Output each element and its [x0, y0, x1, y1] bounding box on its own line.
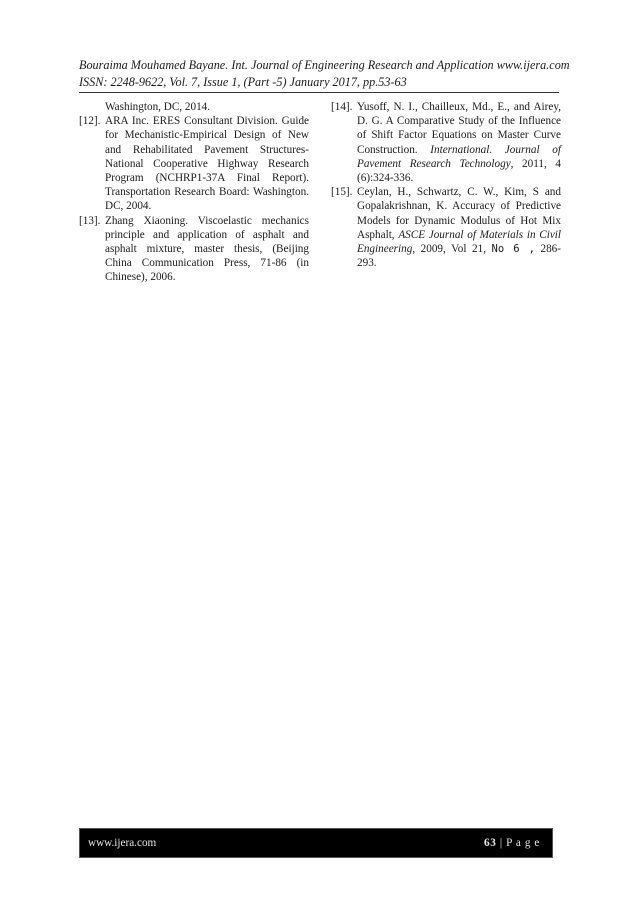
reference-text: ARA Inc. ERES Consultant Division. Guide for Mechanistic-Empirical Design of New and Rehabilitated Pavement Structures-National Cooperative Highway Research Program (NCHRP1-37A Final Report). Transportation Research Board: Washington. DC, 2004. [105, 115, 309, 213]
page-number: 63 [484, 837, 497, 849]
reference-13 [79, 214, 309, 285]
reference-15 [331, 185, 561, 270]
running-header [79, 57, 570, 90]
reference-number: [14]. [331, 101, 353, 113]
reference-continuation [79, 100, 309, 114]
reference-number: [15]. [331, 186, 353, 199]
footer-site: www.ijera.com [88, 837, 157, 849]
reference-number: [12]. [79, 115, 101, 128]
page-label: | P a g e [496, 837, 540, 849]
reference-pages: 286-293. [357, 243, 561, 270]
reference-text [357, 100, 561, 185]
page-footer [79, 828, 553, 858]
reference-issue: No 6 , [491, 243, 535, 256]
reference-text: Washington, DC, 2014. [105, 101, 211, 113]
reference-text: Zhang Xiaoning. Viscoelastic mechanics principle and application of asphalt and asphalt mixture, master thesis, (Beijing China Communication Press, 71-86 (in Chinese), 2006. [105, 214, 309, 284]
header-line-1: Bouraima Mouhamed Bayane. Int. Journal of Engineering Research and Application www.ijera.com [79, 58, 570, 72]
reference-authors-title: Ceylan, H., Schwartz, C. W., Kim, S and Gopalakrishnan, K. Accuracy of Predictive Models for Dynamic Modulus of Hot Mix Asphalt, [357, 186, 561, 241]
reference-text [357, 185, 561, 270]
reference-journal: ASCE Journal of Materials in Civil Engineering [357, 228, 562, 256]
references-right-column [331, 100, 561, 270]
header-line-2: ISSN: 2248-9622, Vol. 7, Issue 1, (Part -5) January 2017, pp.53-63 [79, 74, 407, 89]
references-left-column [79, 100, 309, 285]
reference-details: , 2011, 4 (6):324-336. [357, 157, 561, 185]
reference-14 [331, 100, 561, 185]
reference-number: [13]. [79, 214, 101, 227]
reference-authors-title: Yusoff, N. I., Chailleux, Md., E., and Airey, D. G. A Comparative Study of the Influence of Shift Factor Equations on Master Curve Construction. [357, 101, 561, 156]
reference-12 [79, 114, 309, 213]
reference-journal: International. Journal of Pavement Research Technology [357, 143, 561, 170]
reference-details: , 2009, Vol 21, [412, 243, 492, 256]
header-rule [79, 92, 559, 93]
footer-page [484, 837, 540, 849]
